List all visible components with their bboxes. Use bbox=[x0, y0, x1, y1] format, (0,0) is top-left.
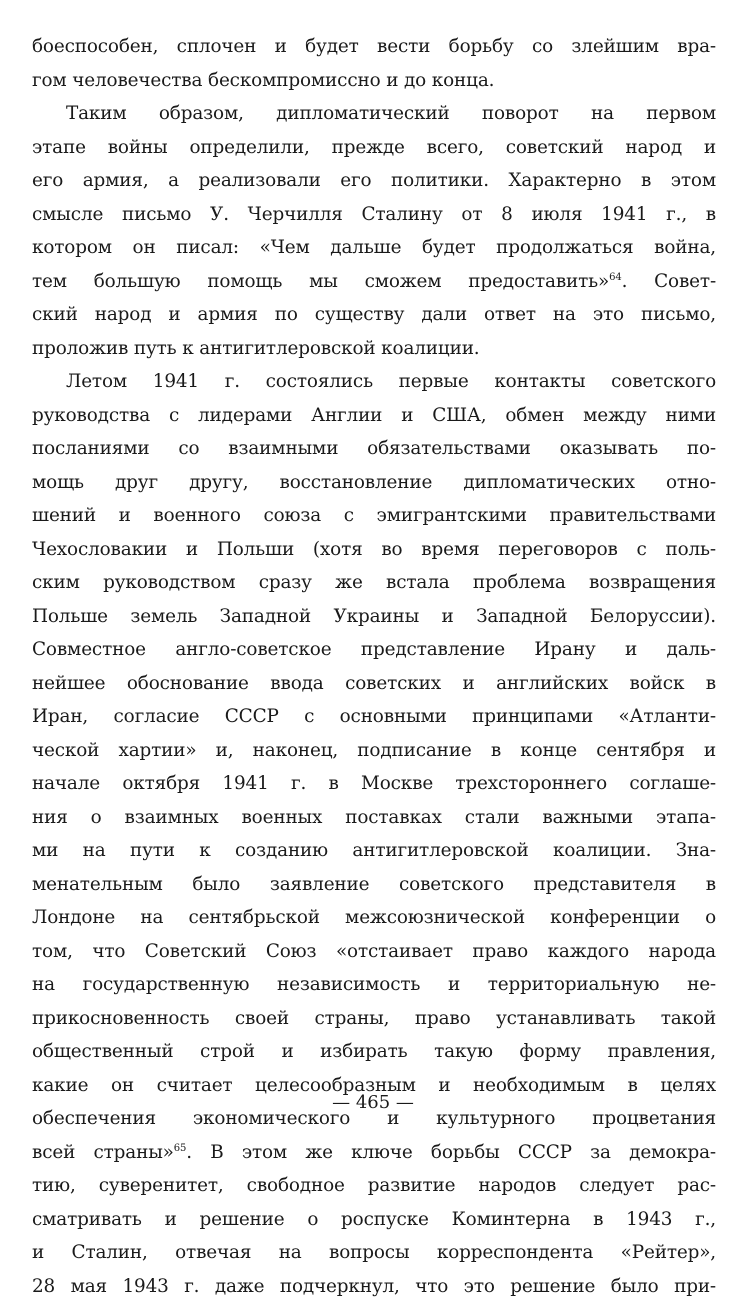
text-fragment: . В этом же ключе борьбы СССР за демокра- bbox=[186, 1142, 716, 1163]
text-line: этапе войны определили, прежде всего, советский народ и bbox=[32, 131, 716, 165]
text-line: боеспособен, сплочен и будет вести борьбу со злейшим вра- bbox=[32, 30, 716, 64]
text-line: Чехословакии и Польши (хотя во время переговоров с поль- bbox=[32, 533, 716, 567]
text-line: Лондоне на сентябрьской межсоюзнической конференции о bbox=[32, 901, 716, 935]
text-fragment: всей страны» bbox=[32, 1142, 174, 1163]
text-line: Совместное англо-советское представление Ирану и даль- bbox=[32, 633, 716, 667]
text-line: обеспечения экономического и культурного процветания bbox=[32, 1102, 716, 1136]
text-line: прикосновенность своей страны, право устанавливать такой bbox=[32, 1002, 716, 1036]
text-line: Летом 1941 г. состоялись первые контакты советского bbox=[32, 365, 716, 399]
footnote-ref-64: 64 bbox=[609, 272, 621, 283]
text-line: руководства с лидерами Англии и США, обмен между ними bbox=[32, 399, 716, 433]
text-line: на государственную независимость и территориальную не- bbox=[32, 968, 716, 1002]
text-line: его армия, а реализовали его политики. Характерно в этом bbox=[32, 164, 716, 198]
text-fragment: тем большую помощь мы сможем предоставить» bbox=[32, 271, 609, 292]
text-line: котором он писал: «Чем дальше будет продолжаться война, bbox=[32, 231, 716, 265]
text-line: проложив путь к антигитлеровской коалиции. bbox=[32, 332, 716, 366]
text-line: какие он считает целесообразным и необходимым в целях bbox=[32, 1069, 716, 1103]
text-line bbox=[32, 1136, 716, 1170]
text-line: шений и военного союза с эмигрантскими правительствами bbox=[32, 499, 716, 533]
text-line: ческой хартии» и, наконец, подписание в конце сентября и bbox=[32, 734, 716, 768]
text-line: мощь друг другу, восстановление дипломатических отно- bbox=[32, 466, 716, 500]
text-line: Польше земель Западной Украины и Западной Белоруссии). bbox=[32, 600, 716, 634]
text-line: начале октября 1941 г. в Москве трехстороннего соглаше- bbox=[32, 767, 716, 801]
text-line: смысле письмо У. Черчилля Сталину от 8 июля 1941 г., в bbox=[32, 198, 716, 232]
text-line: сматривать и решение о роспуске Коминтерна в 1943 г., bbox=[32, 1203, 716, 1237]
text-line: посланиями со взаимными обязательствами оказывать по- bbox=[32, 432, 716, 466]
text-line: 28 мая 1943 г. даже подчеркнул, что это решение было при- bbox=[32, 1270, 716, 1303]
text-line: Таким образом, дипломатический поворот на первом bbox=[32, 97, 716, 131]
text-line bbox=[32, 265, 716, 299]
text-line: ским руководством сразу же встала проблема возвращения bbox=[32, 566, 716, 600]
text-line: менательным было заявление советского представителя в bbox=[32, 868, 716, 902]
footnote-ref-65: 65 bbox=[174, 1143, 186, 1154]
text-line: общественный строй и избирать такую форму правления, bbox=[32, 1035, 716, 1069]
text-line: ми на пути к созданию антигитлеровской коалиции. Зна- bbox=[32, 834, 716, 868]
text-line: ский народ и армия по существу дали ответ на это письмо, bbox=[32, 298, 716, 332]
text-line: Иран, согласие СССР с основными принципами «Атланти- bbox=[32, 700, 716, 734]
text-fragment: . Совет- bbox=[622, 271, 716, 292]
page-number: — 465 — bbox=[0, 1092, 746, 1113]
text-line: и Сталин, отвечая на вопросы корреспондента «Рейтер», bbox=[32, 1236, 716, 1270]
text-line: ния о взаимных военных поставках стали важными этапа- bbox=[32, 801, 716, 835]
text-line: нейшее обоснование ввода советских и английских войск в bbox=[32, 667, 716, 701]
text-line: гом человечества бескомпромиссно и до конца. bbox=[32, 64, 716, 98]
text-line: тию, суверенитет, свободное развитие народов следует рас- bbox=[32, 1169, 716, 1203]
text-line: том, что Советский Союз «отстаивает право каждого народа bbox=[32, 935, 716, 969]
